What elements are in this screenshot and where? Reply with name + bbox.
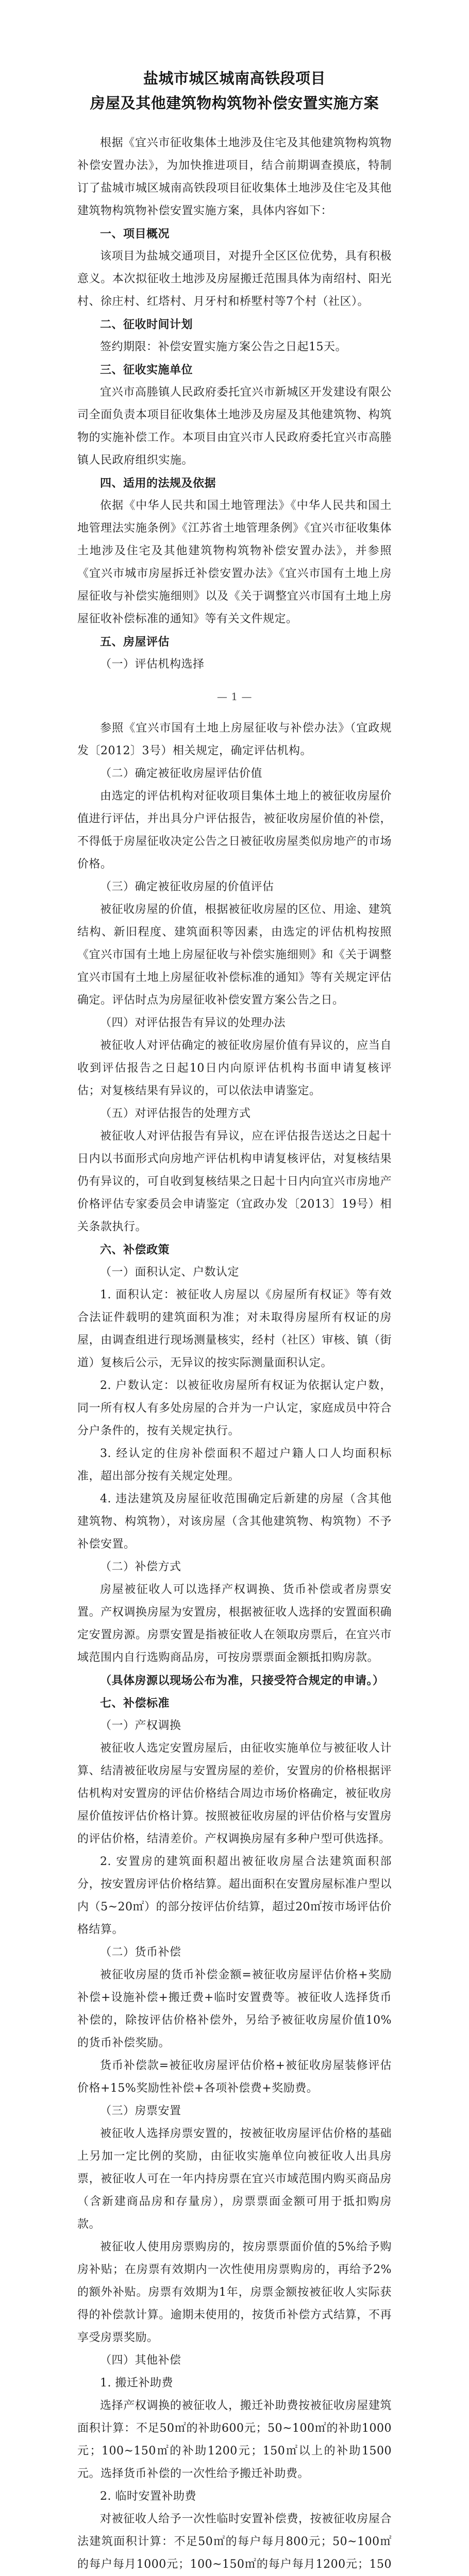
subsection-heading: （二）货币补偿 bbox=[100, 1946, 181, 1959]
paragraph: 对被征收人给予一次性临时安置补偿费，按被征收房屋合法建筑面积计算：不足50㎡的每户每月800元；50~100㎡的每户每月1000元；100~150㎡的每户每月1200元；150 bbox=[77, 2513, 392, 2571]
subsection-heading: （五）对评估报告的处理方式 bbox=[100, 1107, 251, 1120]
paragraph: 被征收房屋的价值，根据被征收房屋的区位、用途、建筑结构、新旧程度、建筑面积等因素，由选定的评估机构按照《宜兴市国有土地上房屋征收与补偿实施细则》和《关于调整宜兴市国有土地上房屋征收补偿标准的通知》等有关规定评估确定。评估时点为房屋征收补偿安置方案公告之日。 bbox=[77, 903, 392, 1007]
paragraph: 该项目为盐城交通项目，对提升全区区位优势，具有积极意义。本次拟征收土地涉及房屋搬迁范围具体为南绍村、阳光村、徐庄村、红塔村、月牙村和桥墅村等7个村（社区）。 bbox=[77, 250, 392, 308]
section-heading: 一、项目概况 bbox=[100, 227, 170, 241]
paragraph: 被征收人使用房票购房的，按房票票面价值的5%给予购房补贴；在房票有效期内一次性使用房票购房的，再给予2%的额外补贴。房票有效期为1年，房票金额按被征收人实际获得的补偿款计算。逾期未使用的，按货币补偿方式结算，不再享受房票奖励。 bbox=[77, 2241, 392, 2344]
paragraph: 被征收人选定安置房屋后，由征收实施单位与被征收人计算、结清被征收房屋与安置房屋的差价，安置房的价格根据评估机构对安置房的评估价格结合周边市场价格确定，被征收房屋价值按评估价格计算。按照被征收房屋的评估价格与安置房的评估价格，结清差价。产权调换房屋有多种户型可供选择。 bbox=[77, 1742, 392, 1845]
section-heading: 二、征收时间计划 bbox=[100, 318, 193, 331]
paragraph: 依据《中华人民共和国土地管理法》《中华人民共和国土地管理法实施条例》《江苏省土地管理条例》《宜兴市征收集体土地涉及住宅及其他建筑物构筑物补偿安置办法》，并参照《宜兴市城市房屋拆迁补偿安置办法》《宜兴市国有土地上房屋征收与补偿实施细则》以及《关于调整宜兴市国有土地上房屋征收补偿标准的通知》等有关文件规定。 bbox=[77, 499, 392, 625]
paragraph: 1. 面积认定：被征收人房屋以《房屋所有权证》等有效合法证件载明的建筑面积为准；对未取得房屋所有权证的房屋，由调查组进行现场测量核实，经村（社区）审核、镇（街道）复核后公示，无异议的按实际测量面积认定。 bbox=[77, 1289, 392, 1369]
paragraph: 货币补偿款=被征收房屋评估价格+被征收房屋装修评估价格+15%奖励性补偿+各项补偿费+奖励费。 bbox=[77, 2059, 392, 2095]
document-title bbox=[77, 66, 392, 115]
paragraph: 参照《宜兴市国有土地上房屋征收与补偿办法》（宜政规发〔2012〕3号）相关规定，确定评估机构。 bbox=[77, 722, 392, 757]
subsection-heading: （一）产权调换 bbox=[100, 1719, 181, 1732]
paragraph: 2. 户数认定：以被征收房屋所有权证为依据认定户数，同一所有权人有多处房屋的合并为一户认定，家庭成员中符合分户条件的，按有关规定执行。 bbox=[77, 1379, 392, 1437]
paragraph: 被征收人选择房票安置的，按被征收房屋评估价格的基础上另加一定比例的奖励，由征收实施单位向被征收人出具房票，被征收人可在一年内持房票在宜兴市域范围内购买商品房（含新建商品房和存量房），房票票面金额可用于抵扣购房款。 bbox=[77, 2127, 392, 2231]
paragraph: 3. 经认定的住房补偿面积不超过户籍人口人均面积标准，超出部分按有关规定处理。 bbox=[77, 1447, 392, 1483]
section-heading: 三、征收实施单位 bbox=[100, 363, 193, 377]
paragraph: 选择产权调换的被征收人，搬迁补助费按被征收房屋建筑面积计算：不足50㎡的补助600元；50~100㎡的补助1000元；100~150㎡的补助1200元；150㎡以上的补助1500元。选择货币补偿的一次性给予搬迁补助费。 bbox=[77, 2399, 392, 2480]
paragraph: 被征收人对评估报告有异议，应在评估报告送达之日起十日内以书面形式向房地产评估机构申请复核评估，对复核结果仍有异议的，可自收到复核结果之日起十日内向宜兴市房地产价格评估专家委员会申请鉴定（宜政办发〔2013〕19号）相关条款执行。 bbox=[77, 1130, 392, 1233]
subsection-heading: （一）面积认定、户数认定 bbox=[100, 1266, 240, 1279]
paragraph: 签约期限：补偿安置实施方案公告之日起15天。 bbox=[100, 341, 347, 353]
paragraph: 宜兴市高塍镇人民政府委托宜兴市新城区开发建设有限公司全面负责本项目征收集体土地涉及房屋及其他建筑物、构筑物的实施补偿工作。本项目由宜兴市人民政府委托宜兴市高塍镇人民政府组织实施。 bbox=[77, 386, 392, 467]
subsection-heading: （二）确定被征收房屋评估价值 bbox=[100, 767, 263, 780]
page-marker: — 1 — bbox=[217, 690, 252, 703]
intro-paragraph: 根据《宜兴市征收集体土地涉及住宅及其他建筑物构筑物补偿安置办法》，为加快推进项目，结合前期调查摸底，特制订了盐城市城区城南高铁段项目征收集体土地涉及住宅及其他建筑物构筑物补偿安置实施方案，具体内容如下： bbox=[77, 137, 392, 217]
section-heading: 六、补偿政策 bbox=[100, 1243, 170, 1257]
paragraph: 被征收人对评估确定的被征收房屋价值有异议的，应当自收到评估报告之日起10日内向原评估机构书面申请复核评估；对复核结果有异议的，可以依法申请鉴定。 bbox=[77, 1039, 392, 1097]
title-line-1: 盐城市城区城南高铁段项目 bbox=[143, 70, 326, 87]
paragraph: 2. 临时安置补助费 bbox=[100, 2490, 196, 2503]
subsection-heading: （四）其他补偿 bbox=[100, 2354, 181, 2367]
emphasis-paragraph: （具体房源以现场公布为准，只接受符合规定的申请。） bbox=[100, 1674, 384, 1687]
section-heading: 五、房屋评估 bbox=[100, 635, 170, 649]
subsection-heading: （一）评估机构选择 bbox=[100, 658, 205, 671]
paragraph: 2. 安置房的建筑面积超出被征收房屋合法建筑面积部分，按安置房评估价格结算。超出面积在安置房屋标准户型以内（5~20㎡）的部分按评估价结算，超过20㎡按市场评估价格结算。 bbox=[77, 1855, 392, 1936]
paragraph: 被征收房屋的货币补偿金额=被征收房屋评估价格+奖励补偿+设施补偿+搬迁费+临时安置费等。被征收人选择货币补偿的，除按评估价格补偿外，另给予被征收房屋价值10%的货币补偿奖励。 bbox=[77, 1969, 392, 2049]
subsection-heading: （四）对评估报告有异议的处理办法 bbox=[100, 1016, 286, 1029]
paragraph: 1. 搬迁补助费 bbox=[100, 2377, 173, 2389]
paragraph: 房屋被征收人可以选择产权调换、货币补偿或者房票安置。产权调换房屋为安置房，根据被征收人选择的安置面积确定安置房源。房票安置是指被征收人在领取房票后，在宜兴市域范围内自行选购商品房，可按房票票面金额抵扣购房款。 bbox=[77, 1583, 392, 1664]
section-heading: 四、适用的法规及依据 bbox=[100, 477, 216, 490]
subsection-heading: （二）补偿方式 bbox=[100, 1561, 181, 1573]
subsection-heading: （三）确定被征收房屋的价值评估 bbox=[100, 880, 274, 893]
title-line-2: 房屋及其他建筑物构筑物补偿安置实施方案 bbox=[90, 94, 379, 112]
section-heading: 七、补偿标准 bbox=[100, 1697, 170, 1710]
subsection-heading: （三）房票安置 bbox=[100, 2105, 181, 2117]
paragraph: 4. 违法建筑及房屋征收范围确定后新建的房屋（含其他建筑物、构筑物），对该房屋（含其他建筑物、构筑物）不予补偿安置。 bbox=[77, 1493, 392, 1551]
paragraph: 由选定的评估机构对征收项目集体土地上的被征收房屋价值进行评估，并出具分户评估报告，被征收房屋价值的补偿，不得低于房屋征收决定公告之日被征收房屋类似房地产的市场价格。 bbox=[77, 790, 392, 871]
